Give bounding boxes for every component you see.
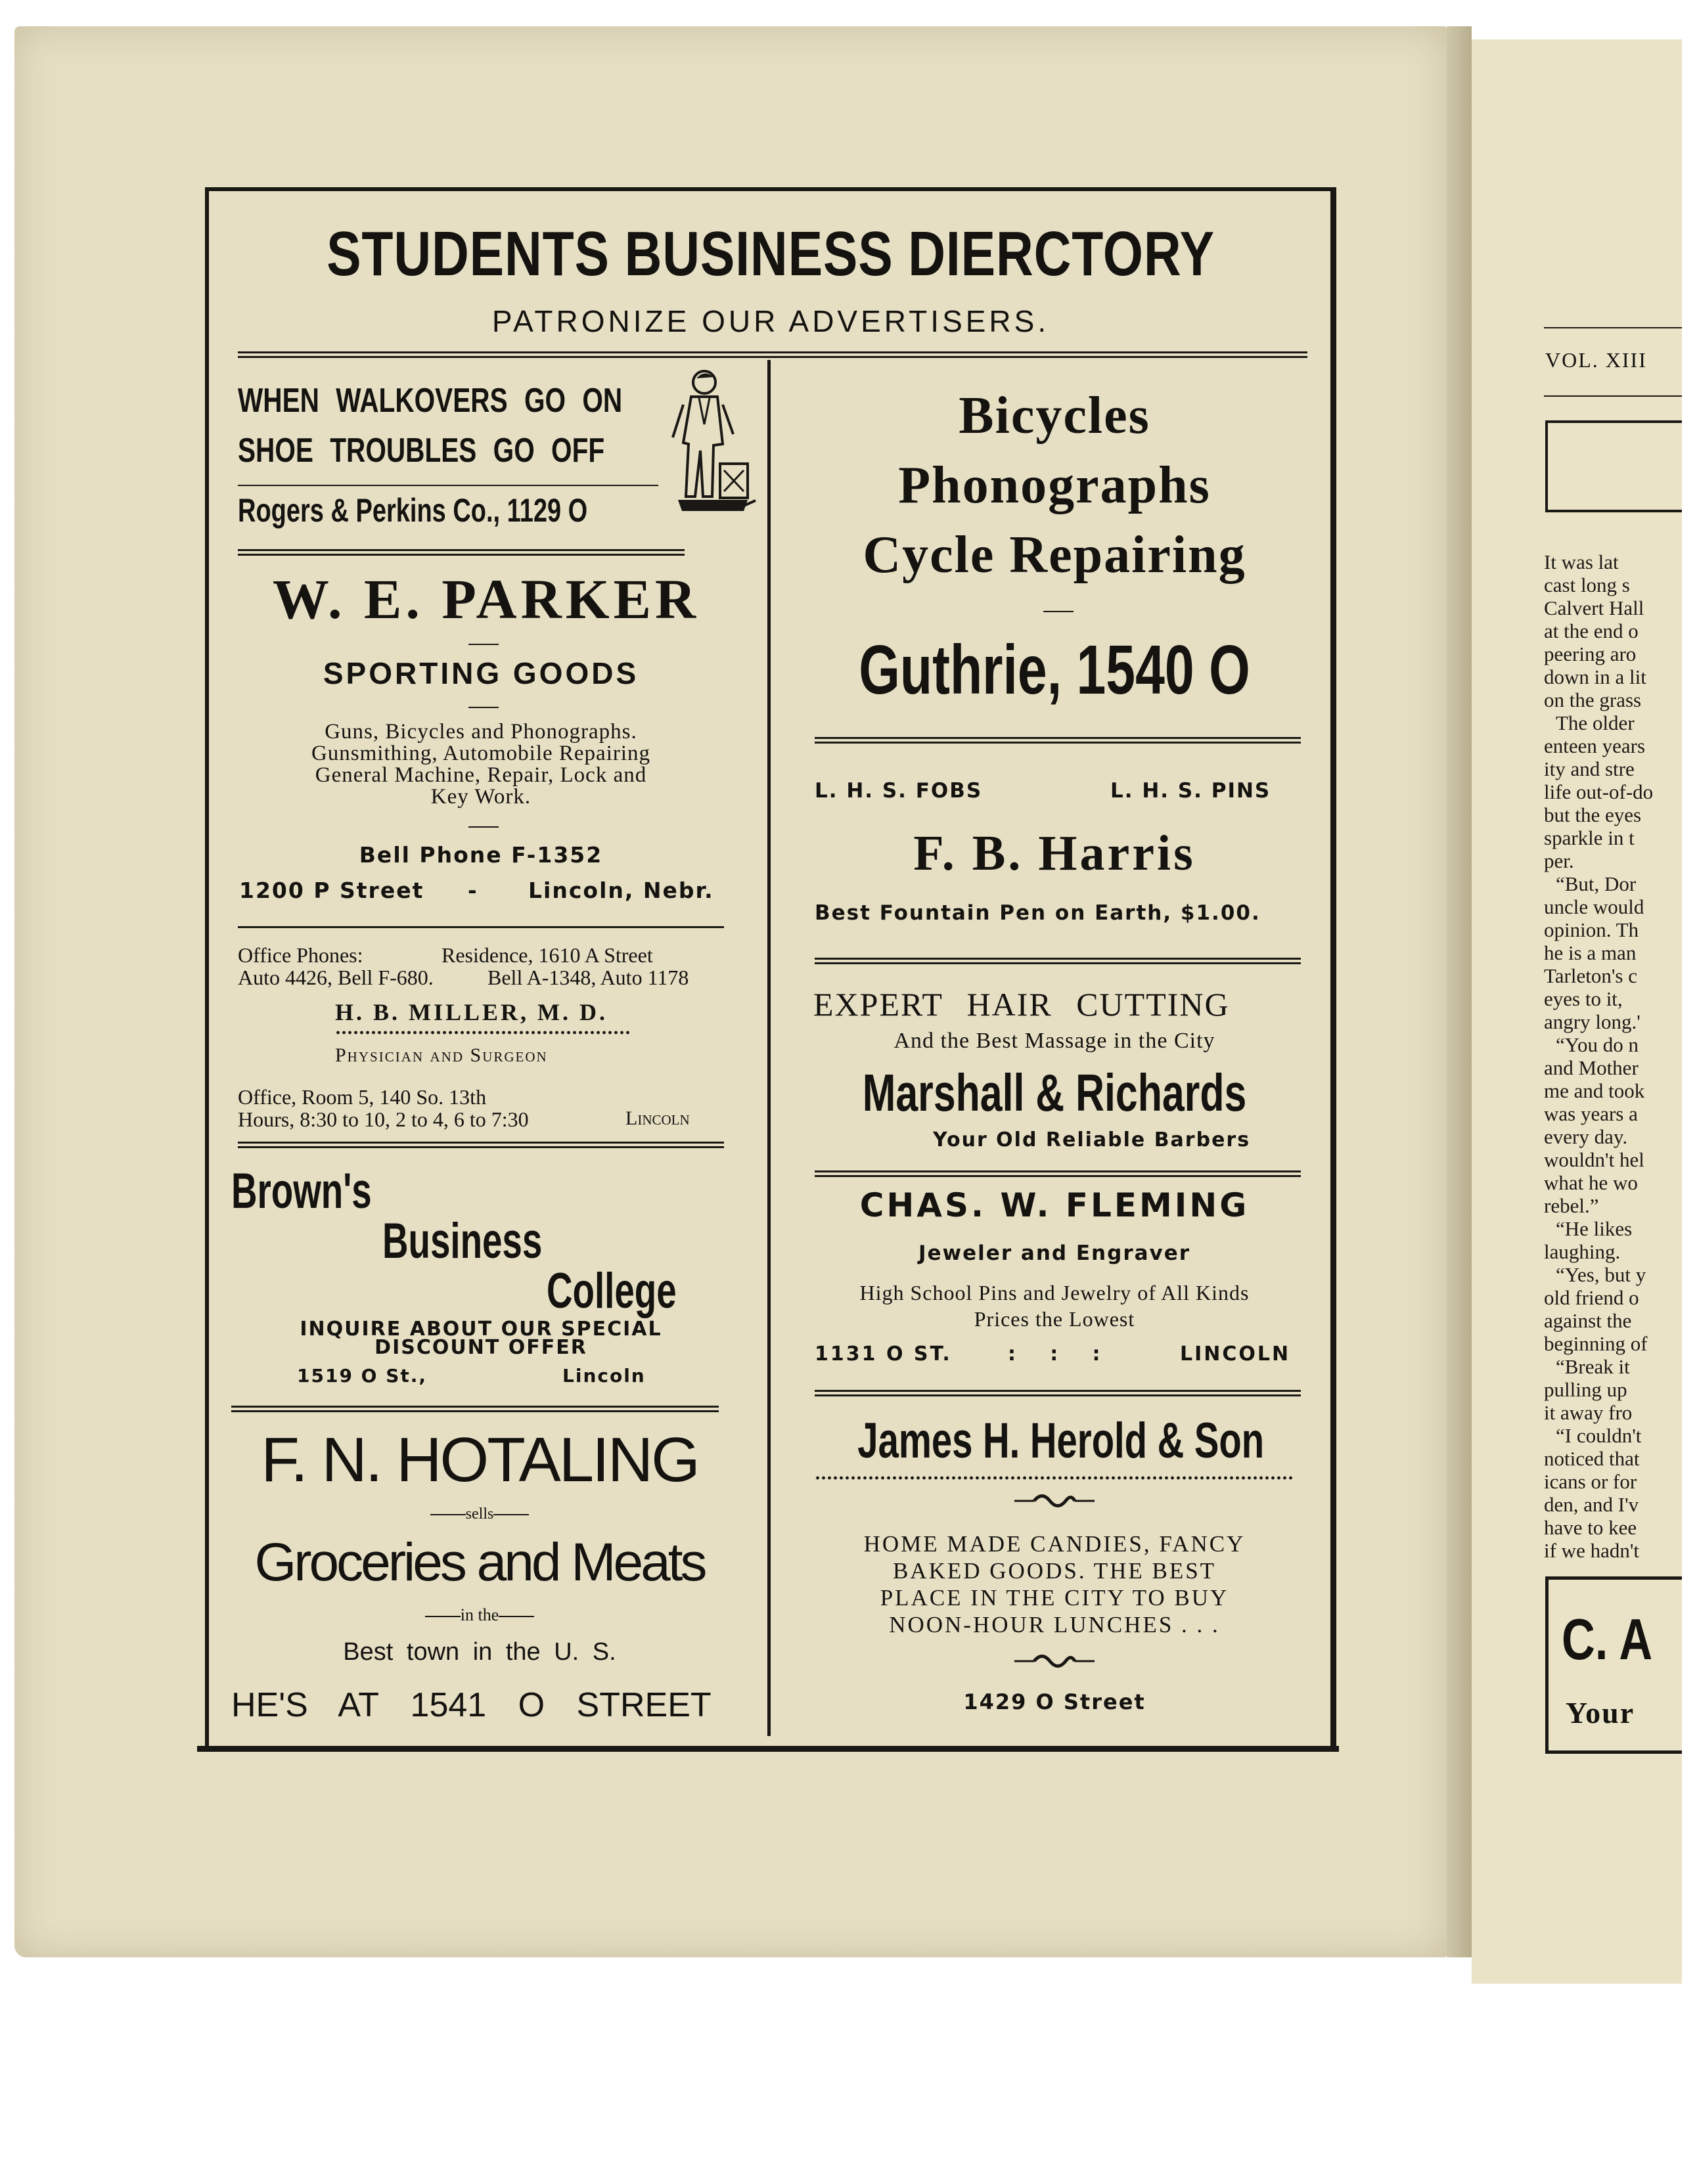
next-page-article-line: “I couldn't (1556, 1424, 1642, 1447)
next-page-article-line: down in a lit (1544, 665, 1646, 688)
harris-fobs: L. H. S. FOBS (815, 779, 983, 803)
next-page-article-line: opinion. Th (1544, 918, 1639, 941)
fleming-desc-line1: High School Pins and Jewelry of All Kinds (859, 1281, 1250, 1304)
next-page-article-line: but the eyes (1544, 803, 1642, 826)
next-page-rule-bottom (1544, 395, 1682, 397)
fleming-title: Jeweler and Engraver (918, 1241, 1191, 1265)
miller-dotted-rule (335, 1030, 631, 1035)
next-page-rule-top (1544, 327, 1682, 328)
miller-office: Office, Room 5, 140 So. 13th (238, 1085, 487, 1109)
marshall-name: Marshall & Richards (862, 1063, 1247, 1122)
walkover-ad (238, 376, 623, 476)
miller-title: Physician and Surgeon (335, 1044, 548, 1066)
marshall-massage: And the Best Massage in the City (894, 1029, 1215, 1053)
next-page-ad-big: C. A (1562, 1607, 1653, 1672)
next-page-ad-box (1545, 1576, 1682, 1754)
parker-desc-line3: General Machine, Repair, Lock and (315, 763, 647, 787)
guthrie-line3: Cycle Repairing (863, 526, 1246, 584)
browns-inquire-line2: DISCOUNT OFFER (374, 1336, 587, 1359)
next-page-article-line: beginning of (1544, 1332, 1648, 1355)
miller-name: H. B. MILLER, M. D. (335, 999, 608, 1025)
walkover-man-illustration (665, 365, 757, 529)
next-page-article-line: It was lat (1544, 550, 1619, 573)
next-page-article-line: enteen years (1544, 734, 1646, 757)
next-page-title-box (1545, 420, 1682, 512)
parker-city: Lincoln, Nebr. (528, 878, 714, 903)
next-page-article-line: wouldn't hel (1544, 1148, 1644, 1171)
next-page-article-line: cast long s (1544, 573, 1630, 596)
fleming-address: 1131 O ST. (815, 1343, 952, 1366)
miller-phones-left: Auto 4426, Bell F-680. (238, 966, 434, 989)
parker-name: W. E. PARKER (272, 568, 700, 631)
harris-pins: L. H. S. PINS (1110, 779, 1271, 803)
parker-description (238, 721, 724, 808)
miller-phones-right: Bell A-1348, Auto 1178 (487, 966, 689, 989)
herold-name: James H. Herold & Son (857, 1413, 1265, 1469)
hotaling-name: F. N. HOTALING (261, 1425, 698, 1495)
next-page-article-line: me and took (1544, 1079, 1645, 1102)
next-page-article-line: den, and I'v (1544, 1493, 1639, 1516)
parker-dash-2 (468, 707, 499, 708)
miller-bottom-rule (238, 1142, 724, 1148)
hotaling-sells: sells (465, 1505, 494, 1523)
guthrie-line1: Bicycles (959, 387, 1150, 445)
next-page-article-line: angry long.' (1544, 1010, 1640, 1033)
miller-office-phones-label: Office Phones: (238, 943, 363, 967)
harris-bottom-rule (815, 958, 1301, 964)
fleming-colons: : : : (1008, 1343, 1100, 1366)
directory-title: STUDENTS BUSINESS DIERCTORY (327, 219, 1215, 289)
next-page-article-line: sparkle in t (1544, 826, 1635, 849)
guthrie-dash (1043, 611, 1074, 612)
next-page-article-line: Calvert Hall (1544, 596, 1644, 619)
parker-phone: Bell Phone F-1352 (359, 842, 603, 868)
miller-hours: Hours, 8:30 to 10, 2 to 4, 6 to 7:30 (238, 1107, 529, 1131)
fleming-desc-line2: Prices the Lowest (974, 1307, 1135, 1331)
page-gutter (1447, 26, 1472, 1957)
parker-desc-line2: Gunsmithing, Automobile Repairing (311, 742, 651, 765)
next-page-article-line: old friend o (1544, 1286, 1639, 1309)
next-page-article-line: against the (1544, 1309, 1632, 1332)
directory-frame-bottom (197, 1746, 1339, 1752)
parker-street: 1200 P Street (239, 878, 424, 903)
parker-category: SPORTING GOODS (323, 656, 639, 690)
next-page-article-line: “Yes, but y (1556, 1263, 1646, 1286)
hotaling-sells-line (230, 1505, 729, 1523)
column-divider (767, 360, 771, 1736)
next-page-article-line: ity and stre (1544, 757, 1635, 780)
next-page-article-line: laughing. (1544, 1240, 1621, 1263)
browns-line1: Brown's (231, 1163, 372, 1219)
next-page-article-line: pulling up (1544, 1378, 1627, 1401)
walkover-footer: Rogers & Perkins Co., 1129 O (238, 492, 588, 529)
guthrie-bottom-rule (815, 737, 1301, 744)
guthrie-address: Guthrie, 1540 O (859, 631, 1250, 709)
browns-city: Lincoln (562, 1365, 646, 1387)
next-page-article-line: every day. (1544, 1125, 1628, 1148)
fleming-description (788, 1280, 1321, 1332)
walkover-line2: SHOE TROUBLES GO OFF (238, 432, 605, 470)
hotaling-address: HE'S AT 1541 O STREET (231, 1686, 712, 1724)
hotaling-inthe-line (230, 1605, 729, 1625)
hotaling-best-town: Best town in the U. S. (343, 1638, 616, 1666)
herold-desc-line2: BAKED GOODS. THE BEST (892, 1558, 1217, 1584)
browns-line3: College (547, 1263, 677, 1319)
next-page-article-line: noticed that (1544, 1447, 1640, 1470)
next-page-article-line: and Mother (1544, 1056, 1639, 1079)
next-page-article-line: “You do n (1556, 1033, 1639, 1056)
browns-line2: Business (382, 1213, 543, 1269)
next-page-volume: VOL. XIII (1545, 348, 1647, 372)
next-page-article-line: “He likes (1556, 1217, 1633, 1240)
walkover-rule (238, 485, 658, 486)
herold-dotted-rule (815, 1475, 1294, 1481)
miller-city: Lincoln (625, 1107, 690, 1129)
next-page-article-line: rebel.” (1544, 1194, 1599, 1217)
parker-dash-1 (468, 644, 499, 645)
next-page-article-line: Tarleton's c (1544, 964, 1637, 987)
next-page-article-line: it away fro (1544, 1401, 1633, 1424)
next-page-article-line: life out-of-do (1544, 780, 1654, 803)
parker-dash-3 (468, 826, 499, 828)
next-page-article-line: peering aro (1544, 642, 1637, 665)
herold-ornament-bottom-icon (1012, 1650, 1097, 1672)
header-rule (238, 351, 1307, 358)
next-page-article-line: The older (1556, 711, 1635, 734)
next-page-article-line: at the end o (1544, 619, 1639, 642)
parker-desc-line4: Key Work. (430, 785, 532, 809)
herold-ornament-top-icon (1012, 1490, 1097, 1512)
herold-desc-line4: NOON-HOUR LUNCHES . . . (889, 1612, 1220, 1638)
herold-desc-line1: HOME MADE CANDIES, FANCY (863, 1531, 1246, 1557)
herold-desc-line3: PLACE IN THE CITY TO BUY (880, 1585, 1229, 1611)
guthrie-line2: Phonographs (898, 457, 1211, 514)
next-page-article-line: was years a (1544, 1102, 1638, 1125)
next-page-article-line: he is a man (1544, 941, 1637, 964)
fleming-city: LINCOLN (1180, 1343, 1291, 1366)
next-page-article-line: on the grass (1544, 688, 1642, 711)
next-page-article-line: eyes to it, (1544, 987, 1623, 1010)
browns-inquire-line1: INQUIRE ABOUT OUR SPECIAL (300, 1318, 662, 1341)
browns-address: 1519 O St., (297, 1365, 428, 1387)
parker-separator: - (468, 878, 477, 903)
marshall-bottom-rule (815, 1170, 1301, 1177)
parker-bottom-rule (238, 926, 724, 928)
next-page-article-line: “Break it (1556, 1355, 1630, 1378)
next-page-article-line: if we hadn't (1544, 1539, 1640, 1562)
browns-inquire (238, 1320, 724, 1357)
next-page-ad-small: Your (1566, 1696, 1635, 1729)
next-page-article-line: uncle would (1544, 895, 1644, 918)
herold-description (788, 1530, 1321, 1638)
next-page-article-line: icans or for (1544, 1470, 1637, 1493)
miller-residence: Residence, 1610 A Street (441, 943, 653, 967)
marshall-tagline: Your Old Reliable Barbers (933, 1128, 1251, 1151)
directory-subtitle: PATRONIZE OUR ADVERTISERS. (491, 304, 1050, 338)
harris-tagline: Best Fountain Pen on Earth, $1.00. (815, 901, 1261, 925)
guthrie-ad (788, 381, 1321, 590)
fleming-name: CHAS. W. FLEMING (859, 1186, 1250, 1224)
next-page-article-line: what he wo (1544, 1171, 1638, 1194)
next-page-article-line: “But, Dor (1556, 872, 1637, 895)
hotaling-inthe: in the (460, 1605, 499, 1624)
harris-name: F. B. Harris (913, 826, 1196, 881)
browns-bottom-rule (231, 1406, 719, 1412)
next-page-article-line: per. (1544, 849, 1574, 872)
hotaling-goods: Groceries and Meats (254, 1532, 705, 1592)
herold-address: 1429 O Street (963, 1689, 1146, 1714)
walkover-bottom-rule (238, 549, 685, 556)
marshall-headline: EXPERT HAIR CUTTING (813, 986, 1230, 1023)
next-page-article-line: have to kee (1544, 1516, 1637, 1539)
walkover-line1: WHEN WALKOVERS GO ON (238, 382, 623, 420)
parker-desc-line1: Guns, Bicycles and Phonographs. (325, 720, 637, 744)
fleming-bottom-rule (815, 1390, 1301, 1396)
